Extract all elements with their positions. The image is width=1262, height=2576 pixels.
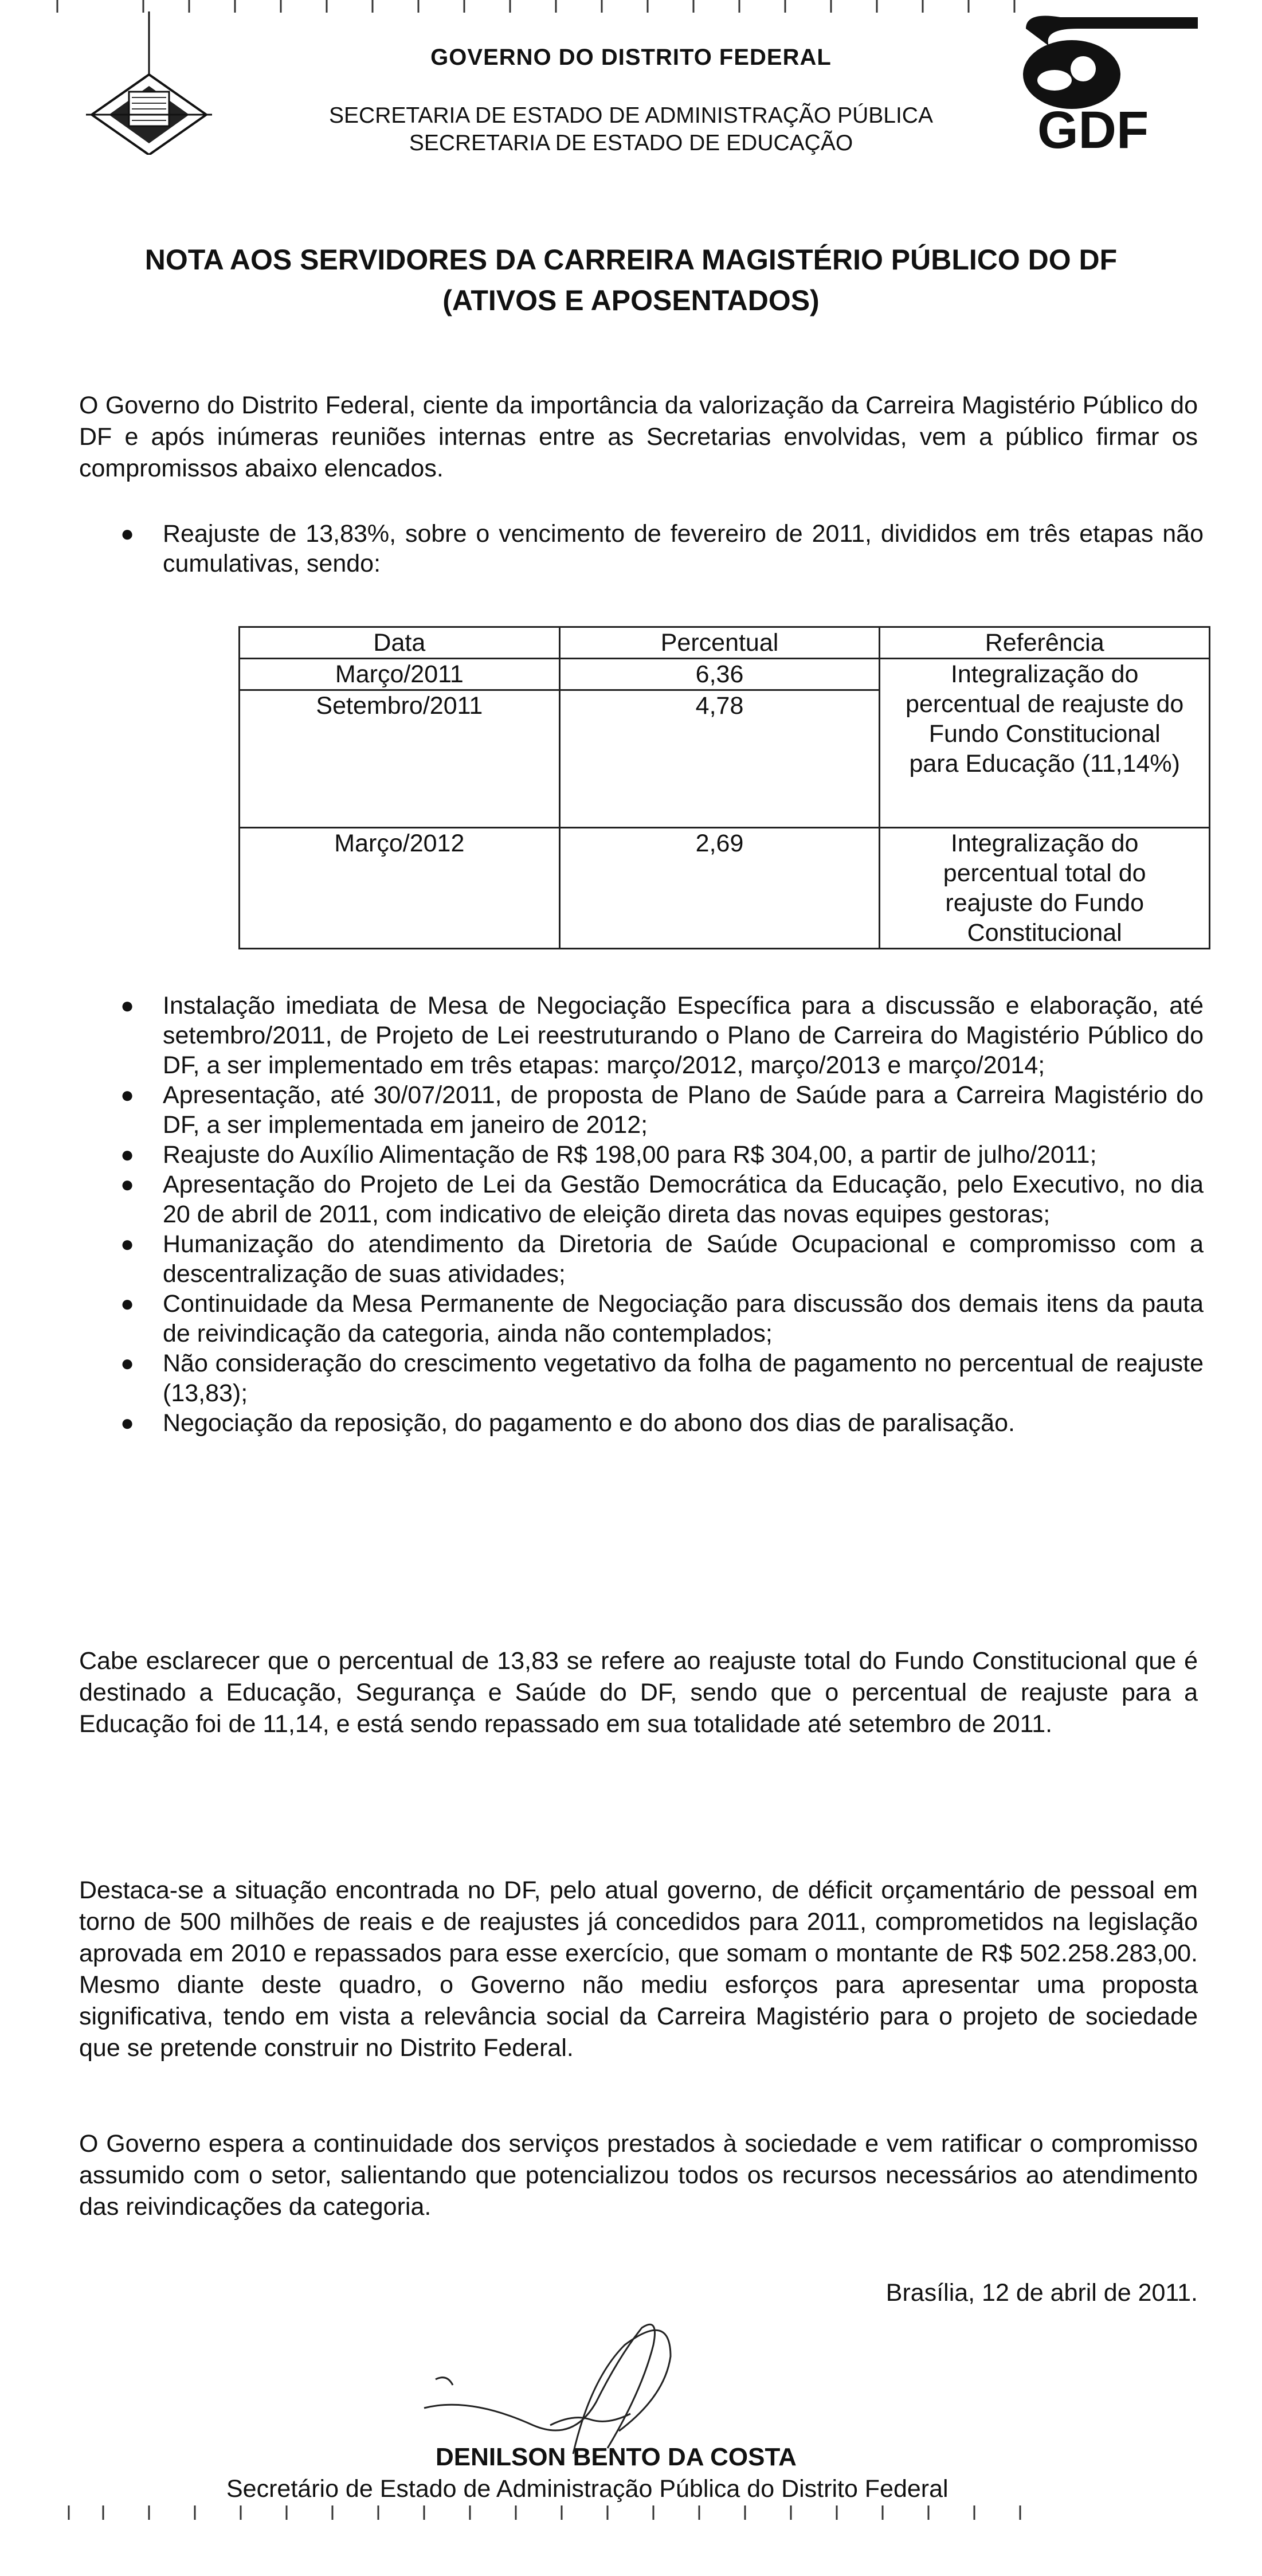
table-row [240,659,1210,690]
bullet-icon: ● [120,1291,135,1316]
table-cell-date: Setembro/2011 [240,690,560,828]
list-item-text: Apresentação, até 30/07/2011, de proposta de Plano de Saúde para a Carreira Magistério do DF, a ser implementada em janeiro de 2012; [163,1081,1204,1139]
table-cell-reference: Integralização do percentual de reajuste do Fundo Constitucional para Educação (11,14%) [880,659,1210,828]
list-item [120,1080,1204,1140]
bullet-list [120,991,1204,1438]
bullet-icon: ● [120,1410,135,1436]
table-cell-pct: 4,78 [559,690,880,828]
secretariat-education: SECRETARIA DE ESTADO DE EDUCAÇÃO [409,131,853,155]
bullet-icon: ● [120,1142,135,1167]
table-header: Percentual [559,627,880,659]
gdf-logo [1009,11,1215,155]
table-header: Data [240,627,560,659]
intro-paragraph: O Governo do Distrito Federal, ciente da importância da valorização da Carreira Magistério Público do DF e após inúmeras reuniões internas entre as Secretarias envolvidas, vem a público firmar os compromissos abaixo elencados. [79,392,1198,482]
bullet-list-top [120,519,1204,578]
list-item [120,1170,1204,1229]
secretariat-administration: SECRETARIA DE ESTADO DE ADMINISTRAÇÃO PÚBLICA [329,103,933,128]
list-item-text: Apresentação do Projeto de Lei da Gestão Democrática da Educação, pelo Executivo, no dia 20 de abril de 2011, com indicativo de eleição direta das novas equipes gestoras; [163,1171,1204,1228]
readjustment-table [238,626,1210,949]
deficit-paragraph: Destaca-se a situação encontrada no DF, pelo atual governo, de déficit orçamentário de pessoal em torno de 500 milhões de reais e de reajustes já concedidos para 2011, comprometidos na legislação aprovada em 2010 e repassados para esse exercício, que somam o montante de R$ 502.258.283,00. Mesmo diante deste quadro, o Governo não mediu esforços para apresentar uma proposta significativa, tendo em vista a relevância social da Carreira Magistério para o projeto de sociedade que se pretende construir no Distrito Federal. [79,1877,1198,2062]
document-date: Brasília, 12 de abril de 2011. [885,2279,1198,2307]
list-item-text: Reajuste de 13,83%, sobre o vencimento de fevereiro de 2011, divididos em três etapas não cumulativas, sendo: [163,520,1204,577]
gdf-logo-icon [1009,11,1215,155]
list-item [120,519,1204,578]
signer-name: DENILSON BENTO DA COSTA [436,2443,797,2471]
list-item [120,991,1204,1080]
table-cell-date: Março/2011 [240,659,560,690]
page-subtitle: (ATIVOS E APOSENTADOS) [442,284,820,316]
gdf-logo-text: GDF [1037,101,1149,155]
list-item-text: Humanização do atendimento da Diretoria de Saúde Ocupacional e compromisso com a descentralização de suas atividades; [163,1230,1204,1288]
table-cell-pct: 6,36 [559,659,880,690]
signer-role: Secretário de Estado de Administração Pública do Distrito Federal [226,2475,949,2503]
table-header: Referência [880,627,1210,659]
table-cell-pct: 2,69 [559,828,880,949]
list-item-text: Instalação imediata de Mesa de Negociação Específica para a discussão e elaboração, até setembro/2011, de Projeto de Lei reestruturando o Plano de Carreira do Magistério Público do DF, a ser implementado em três etapas: março/2012, março/2013 e março/2014; [163,992,1204,1079]
expectation-paragraph: O Governo espera a continuidade dos serviços prestados à sociedade e vem ratificar o compromisso assumido com o setor, salientando que potencializou todos os recursos necessários ao atendimento das reivindicações da categoria. [79,2130,1198,2221]
table-header-row [240,627,1210,659]
bullet-icon: ● [120,1172,135,1197]
list-item-text: Não consideração do crescimento vegetativo da folha de pagamento no percentual de reajuste (13,83); [163,1350,1204,1407]
list-item-text: Reajuste do Auxílio Alimentação de R$ 198,00 para R$ 304,00, a partir de julho/2011; [163,1141,1097,1168]
list-item [120,1229,1204,1289]
bottom-ruler-marks [0,2503,1262,2526]
table-cell-reference: Integralização do percentual total do reajuste do Fundo Constitucional [880,828,1210,949]
bullet-icon: ● [120,1351,135,1376]
bullet-icon: ● [120,1232,135,1257]
list-item [120,1348,1204,1408]
table-row [240,828,1210,949]
list-item-text: Continuidade da Mesa Permanente de Negociação para discussão dos demais itens da pauta de reivindicação da categoria, ainda não contemplados; [163,1290,1204,1347]
clarification-paragraph: Cabe esclarecer que o percentual de 13,83 se refere ao reajuste total do Fundo Constitucional que é destinado a Educação, Segurança e Saúde do DF, sendo que o percentual de reajuste para a Educação foi de 11,14, e está sendo repassado em sua totalidade até setembro de 2011. [79,1647,1198,1738]
bullet-icon: ● [120,521,135,546]
bullet-icon: ● [120,1082,135,1108]
page-title: NOTA AOS SERVIDORES DA CARREIRA MAGISTÉRIO PÚBLICO DO DF [144,244,1118,276]
list-item [120,1408,1204,1438]
list-item [120,1140,1204,1170]
list-item [120,1289,1204,1348]
list-item-text: Negociação da reposição, do pagamento e do abono dos dias de paralisação. [163,1409,1015,1437]
org-name: GOVERNO DO DISTRITO FEDERAL [430,45,832,70]
table-cell-date: Março/2012 [240,828,560,949]
bullet-icon: ● [120,993,135,1018]
